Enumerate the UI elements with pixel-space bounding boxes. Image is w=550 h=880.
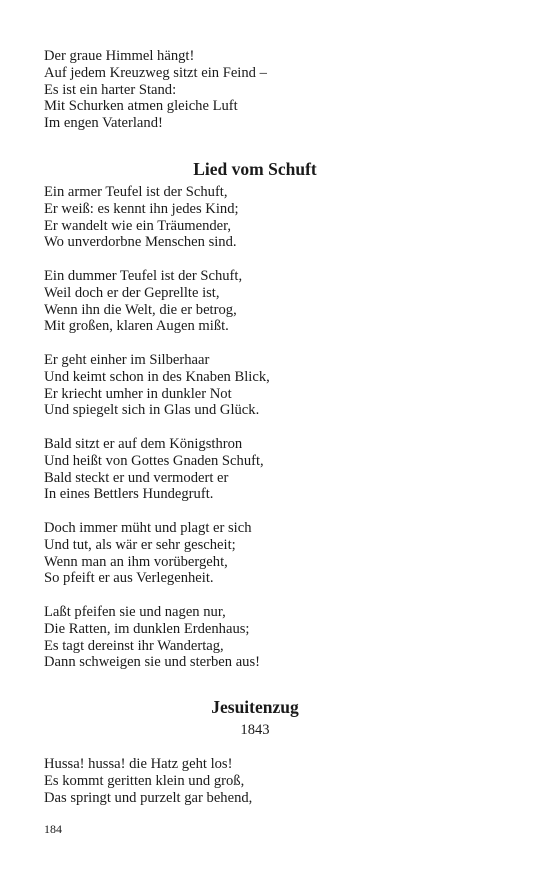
verse-line: Es kommt geritten klein und groß, xyxy=(44,772,245,789)
verse-line: Das springt und purzelt gar behend, xyxy=(44,789,253,806)
poem-date: 1843 xyxy=(240,722,270,738)
poem-title-jesuitenzug: Jesuitenzug xyxy=(211,697,299,717)
verse-line: Wenn ihn die Welt, die er betrog, xyxy=(44,301,237,318)
verse-line: Und spiegelt sich in Glas und Glück. xyxy=(44,402,260,419)
stanza-1 xyxy=(44,48,504,132)
verse-line: Mit großen, klaren Augen mißt. xyxy=(44,318,229,335)
page-number: 184 xyxy=(44,822,62,836)
stanza-8 xyxy=(44,756,504,806)
verse-line: Es tagt dereinst ihr Wandertag, xyxy=(44,637,224,654)
verse-line: Ein dummer Teufel ist der Schuft, xyxy=(44,268,243,284)
verse-line: Hussa! hussa! die Hatz geht los! xyxy=(44,756,233,772)
verse-line: Mit Schurken atmen gleiche Luft xyxy=(44,98,238,115)
verse-line: Laßt pfeifen sie und nagen nur, xyxy=(44,604,226,620)
verse-line: Der graue Himmel hängt! xyxy=(44,48,195,64)
verse-line: Bald sitzt er auf dem Königsthron xyxy=(44,436,243,452)
verse-line: Er wandelt wie ein Träumender, xyxy=(44,217,232,234)
verse-line: In eines Bettlers Hundegruft. xyxy=(44,486,214,503)
verse-line: Er kriecht umher in dunkler Not xyxy=(44,385,232,402)
verse-line: Und keimt schon in des Knaben Blick, xyxy=(44,368,270,385)
stanza-6 xyxy=(44,520,504,587)
verse-line: Er geht einher im Silberhaar xyxy=(44,352,210,368)
stanza-2 xyxy=(44,184,504,251)
verse-line: Dann schweigen sie und sterben aus! xyxy=(44,654,261,671)
stanza-5 xyxy=(44,436,504,503)
verse-line: Die Ratten, im dunklen Erdenhaus; xyxy=(44,620,250,637)
verse-line: Auf jedem Kreuzweg sitzt ein Feind – xyxy=(44,64,267,81)
verse-line: Und tut, als wär er sehr gescheit; xyxy=(44,536,236,553)
verse-line: Bald steckt er und vermodert er xyxy=(44,469,229,486)
verse-line: Wenn man an ihm vorübergeht, xyxy=(44,553,228,570)
verse-line: So pfeift er aus Verlegenheit. xyxy=(44,570,214,587)
verse-line: Ein armer Teufel ist der Schuft, xyxy=(44,184,228,200)
verse-line: Doch immer müht und plagt er sich xyxy=(44,520,252,536)
verse-line: Er weiß: es kennt ihn jedes Kind; xyxy=(44,200,239,217)
verse-line: Es ist ein harter Stand: xyxy=(44,81,177,98)
verse-line: Und heißt von Gottes Gnaden Schuft, xyxy=(44,452,264,469)
poem-title-lied-vom-schuft: Lied vom Schuft xyxy=(193,159,317,179)
stanza-3 xyxy=(44,268,504,335)
verse-line: Wo unverdorbne Menschen sind. xyxy=(44,234,237,251)
stanza-7 xyxy=(44,604,504,671)
verse-line: Weil doch er der Geprellte ist, xyxy=(44,284,220,301)
verse-line: Im engen Vaterland! xyxy=(44,115,163,132)
stanza-4 xyxy=(44,352,504,419)
